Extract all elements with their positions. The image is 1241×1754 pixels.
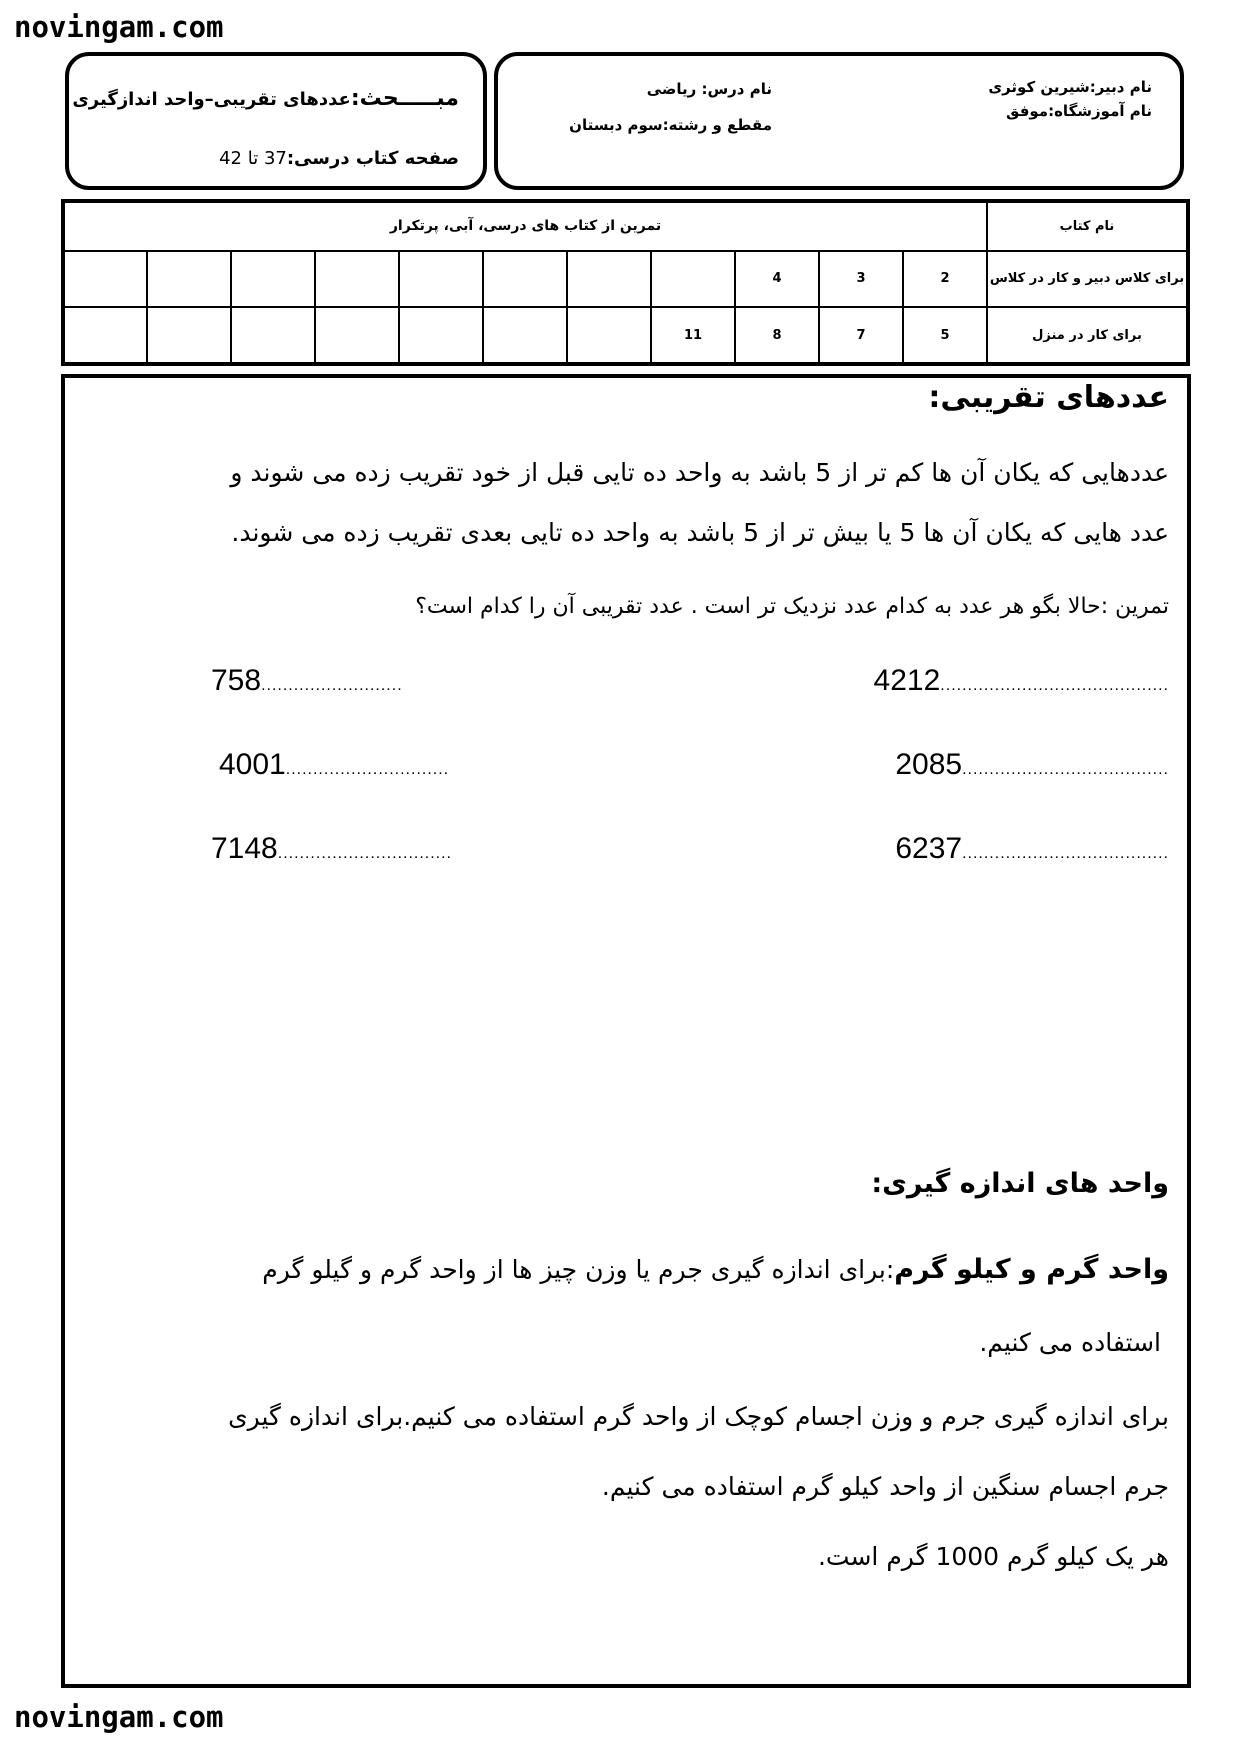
- answer-item: [874, 664, 1169, 698]
- textbook-pages: [219, 148, 459, 169]
- book-title-cell: تمرین از کتاب های درسی، آبی، پرتکرار: [63, 201, 987, 251]
- row-label: برای کلاس دبیر و کار در کلاس: [987, 251, 1188, 308]
- answer-number: 4212: [873, 664, 941, 697]
- subject-value: عددهای تقریبی–واحد اندازگیری: [72, 89, 351, 110]
- lesson-name: نام درس: ریاضی: [646, 80, 772, 98]
- info-box: [494, 52, 1184, 190]
- heading-measurement-units: واحد های اندازه گیری:: [871, 1168, 1169, 1199]
- exercise-prompt: تمرین :حالا بگو هر عدد به کدام عدد نزدیک تر است . عدد تقریبی آن را کدام است؟: [415, 594, 1169, 619]
- teacher-name: نام دبیر:شیرین کوثری: [988, 78, 1152, 96]
- content-box: [61, 374, 1191, 1688]
- exercise-cell: [147, 251, 231, 308]
- exercise-cell: [483, 251, 567, 308]
- paragraph-line: جرم اجسام سنگین از واحد کیلو گرم استفاده می کنیم.: [601, 1472, 1169, 1501]
- exercise-cell: 8: [735, 307, 819, 364]
- answer-blank: ......................................: [962, 761, 1169, 778]
- answer-blank: ..........................: [261, 677, 403, 694]
- paragraph-line: برای اندازه گیری جرم و وزن اجسام کوچک از واحد گرم استفاده می کنیم.برای اندازه گیری: [228, 1402, 1169, 1431]
- answer-blank: ..............................: [285, 761, 450, 778]
- exercise-cell: 7: [819, 307, 903, 364]
- unit-definition-text: :برای اندازه گیری جرم یا وزن چیز ها از واحد گرم و گیلو گرم: [262, 1255, 895, 1284]
- answer-item: [211, 664, 403, 698]
- paragraph-line: هر یک کیلو گرم 1000 گرم است.: [817, 1542, 1169, 1571]
- exercise-cell: 4: [735, 251, 819, 308]
- paragraph-line: عددهایی که یکان آن ها کم تر از 5 باشد به واحد ده تایی قبل از خود تقریب زده می شوند و: [230, 458, 1169, 487]
- exercise-cell: 3: [819, 251, 903, 308]
- table-row: [63, 307, 1188, 364]
- heading-approximate-numbers: عددهای تقریبی:: [928, 380, 1169, 415]
- exercise-cell: [63, 251, 147, 308]
- answer-blank: ..........................................: [940, 677, 1169, 694]
- exercise-cell: 5: [903, 307, 987, 364]
- answer-item: [895, 748, 1169, 782]
- exercise-cell: [147, 307, 231, 364]
- answer-number: 7148: [211, 832, 278, 865]
- table-row: [63, 251, 1188, 308]
- paragraph-line: استفاده می کنیم.: [979, 1328, 1161, 1357]
- exercise-cell: 2: [903, 251, 987, 308]
- pages-label: صفحه کتاب درسی:: [286, 148, 459, 169]
- exercise-cell: [399, 307, 483, 364]
- answer-number: 2085: [895, 748, 963, 781]
- exercise-cell: [567, 307, 651, 364]
- answer-item: [219, 748, 449, 782]
- exercise-cell: [315, 251, 399, 308]
- grade-level: مقطع و رشته:سوم دبستان: [569, 116, 772, 134]
- pages-value: 37 تا 42: [219, 148, 287, 169]
- exercise-cell: [483, 307, 567, 364]
- answer-item: [895, 832, 1169, 866]
- unit-definition: [262, 1254, 1169, 1285]
- row-label: برای کار در منزل: [987, 307, 1188, 364]
- watermark-bottom: novingam.com: [14, 1700, 224, 1734]
- school-name: نام آموزشگاه:موفق: [1006, 102, 1152, 120]
- answer-number: 6237: [895, 832, 963, 865]
- book-label-cell: نام کتاب: [987, 201, 1188, 251]
- subject-box: [65, 52, 487, 190]
- exercise-cell: [651, 251, 735, 308]
- answer-blank: ......................................: [962, 845, 1169, 862]
- exercise-cell: [315, 307, 399, 364]
- subject-title: [72, 86, 459, 111]
- exercise-table: [61, 199, 1190, 366]
- paragraph-line: عدد هایی که یکان آن ها 5 یا بیش تر از 5 باشد به واحد ده تایی بعدی تقریب زده می شوند.: [231, 518, 1169, 547]
- watermark-top: novingam.com: [14, 10, 224, 44]
- exercise-cell: 11: [651, 307, 735, 364]
- unit-definition-title: واحد گرم و کیلو گرم: [894, 1254, 1169, 1285]
- table-header-row: [63, 201, 1188, 251]
- answer-item: [211, 832, 452, 866]
- exercise-cell: [63, 307, 147, 364]
- exercise-cell: [567, 251, 651, 308]
- subject-label: مبـــــحث:: [350, 86, 459, 111]
- exercise-cell: [231, 307, 315, 364]
- answer-number: 4001: [219, 748, 286, 781]
- answer-blank: ................................: [277, 845, 452, 862]
- answer-number: 758: [211, 664, 262, 697]
- exercise-cell: [231, 251, 315, 308]
- exercise-cell: [399, 251, 483, 308]
